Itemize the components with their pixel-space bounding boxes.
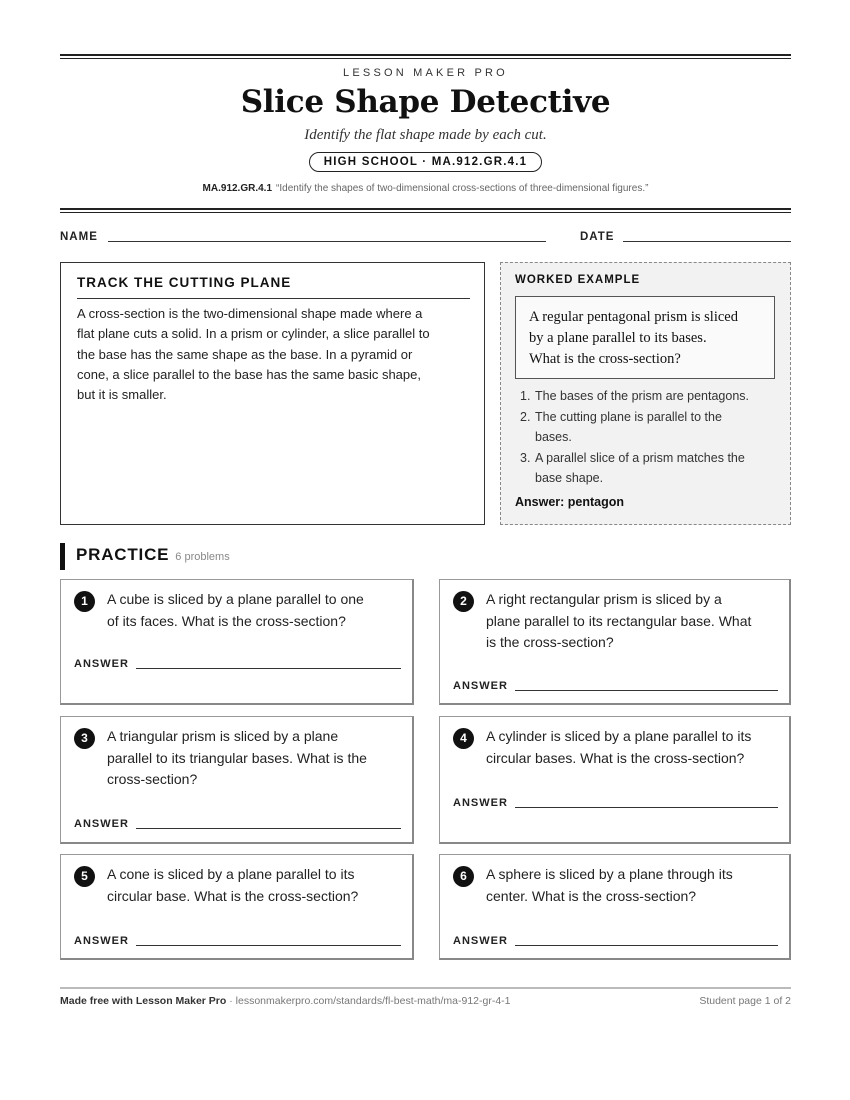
footer-credit — [60, 995, 511, 1007]
track-title-rule — [77, 298, 470, 299]
problem-question — [107, 864, 358, 907]
problem-card-5 — [60, 854, 414, 960]
brand-label: LESSON MAKER PRO — [343, 67, 508, 79]
answer-line[interactable] — [515, 945, 778, 946]
worked-step — [515, 448, 777, 489]
answer-line[interactable] — [136, 828, 401, 829]
page-subtitle: Identify the flat shape made by each cut. — [304, 127, 547, 143]
answer-line[interactable] — [136, 668, 401, 669]
answer-label: ANSWER — [74, 658, 129, 670]
worked-question-line: A regular pentagonal prism is sliced — [529, 309, 738, 325]
footer-made-with: Made free with Lesson Maker Pro — [60, 995, 227, 1007]
track-line: flat plane cuts a solid. In a prism or cylinder, a slice parallel to — [77, 326, 430, 342]
problem-line: of its faces. What is the cross-section? — [107, 612, 346, 629]
track-title: TRACK THE CUTTING PLANE — [77, 275, 292, 290]
problem-question — [486, 864, 733, 907]
problem-line: center. What is the cross-section? — [486, 887, 697, 904]
problem-line: circular bases. What is the cross-section? — [486, 749, 745, 766]
track-line: A cross-section is the two-dimensional shape made where a — [77, 306, 423, 321]
problem-card-3 — [60, 716, 414, 844]
worked-step — [515, 407, 777, 448]
answer-line[interactable] — [136, 945, 401, 946]
answer-label: ANSWER — [453, 935, 508, 947]
answer-label: ANSWER — [74, 818, 129, 830]
problem-card-4 — [439, 716, 791, 844]
worked-example-answer: Answer: pentagon — [515, 495, 625, 509]
step-number: 1. — [520, 389, 531, 403]
problem-number-badge: 2 — [453, 591, 474, 612]
worked-example-question — [515, 296, 775, 379]
name-label: NAME — [60, 231, 98, 243]
step-line: A parallel slice of a prism matches the — [535, 450, 745, 465]
practice-count: 6 problems — [175, 551, 230, 563]
worked-question-line: What is the cross-section? — [529, 351, 681, 367]
standard-code: MA.912.GR.4.1 — [202, 183, 273, 194]
problem-question — [107, 726, 367, 791]
problem-line: cross-section? — [107, 771, 198, 787]
name-field-line[interactable] — [108, 241, 546, 242]
date-label: DATE — [580, 231, 615, 243]
page-title: Slice Shape Detective — [240, 84, 611, 120]
problem-line: A cone is sliced by a plane parallel to its — [107, 866, 355, 882]
grade-pill-wrap — [60, 152, 791, 172]
problem-card-6 — [439, 854, 791, 960]
answer-line[interactable] — [515, 690, 778, 691]
top-double-rule — [60, 54, 791, 59]
problem-line: A sphere is sliced by a plane through its — [486, 866, 733, 882]
track-line: the base has the same shape as the base. In a pyramid or — [77, 346, 413, 362]
problem-line: A cube is sliced by a plane parallel to one — [107, 591, 364, 607]
footer-rule — [60, 987, 791, 989]
practice-title: PRACTICE — [76, 545, 170, 564]
grade-standard-pill: HIGH SCHOOL · MA.912.GR.4.1 — [309, 152, 542, 172]
footer-url[interactable]: · lessonmakerpro.com/standards/fl-best-math/ma-912-gr-4-1 — [226, 995, 511, 1007]
step-number: 3. — [520, 450, 531, 465]
step-line: bases. — [535, 430, 572, 444]
worked-example-box — [500, 262, 791, 525]
problem-card-1 — [60, 579, 414, 705]
track-cutting-plane-box — [60, 262, 485, 525]
problem-line: A triangular prism is sliced by a plane — [107, 728, 339, 744]
problem-card-2 — [439, 579, 791, 705]
track-line: cone, a slice parallel to the base has the same basic shape, — [77, 366, 421, 382]
worked-question-line: by a plane parallel to its bases. — [529, 330, 707, 346]
worksheet-page — [60, 0, 791, 1100]
problem-number-badge: 3 — [74, 728, 95, 749]
footer-page-number: Student page 1 of 2 — [699, 995, 791, 1007]
problem-line: plane parallel to its rectangular base. What — [486, 612, 752, 629]
problem-line: A cylinder is sliced by a plane parallel to its — [486, 728, 752, 744]
track-body — [77, 304, 470, 405]
practice-accent-bar — [60, 543, 65, 570]
track-line: but it is smaller. — [77, 387, 167, 403]
problem-question — [486, 589, 751, 654]
problem-number-badge: 4 — [453, 728, 474, 749]
worked-example-steps — [515, 386, 777, 489]
problem-number-badge: 1 — [74, 591, 95, 612]
practice-heading — [76, 545, 230, 565]
answer-line[interactable] — [515, 807, 778, 808]
step-line: The cutting plane is parallel to the — [535, 409, 722, 424]
answer-label: ANSWER — [74, 935, 129, 947]
date-field-line[interactable] — [623, 241, 791, 242]
problem-line: circular base. What is the cross-section? — [107, 887, 359, 904]
worked-example-title: WORKED EXAMPLE — [515, 274, 641, 286]
step-line: base shape. — [535, 471, 604, 485]
problem-number-badge: 5 — [74, 866, 95, 887]
problem-question — [486, 726, 751, 769]
problem-question — [107, 589, 364, 632]
step-number: 2. — [520, 409, 531, 424]
header-bottom-double-rule — [60, 208, 791, 213]
answer-label: ANSWER — [453, 680, 508, 692]
step-line: The bases of the prism are pentagons. — [535, 389, 750, 403]
problem-number-badge: 6 — [453, 866, 474, 887]
problem-line: A right rectangular prism is sliced by a — [486, 591, 722, 607]
standard-text: “Identify the shapes of two-dimensional cross-sections of three-dimensional figures.” — [276, 183, 649, 194]
worked-step — [515, 386, 777, 407]
problem-line: parallel to its triangular bases. What is the — [107, 749, 367, 766]
standard-line — [60, 183, 791, 194]
answer-label: ANSWER — [453, 797, 508, 809]
problem-line: is the cross-section? — [486, 634, 614, 650]
